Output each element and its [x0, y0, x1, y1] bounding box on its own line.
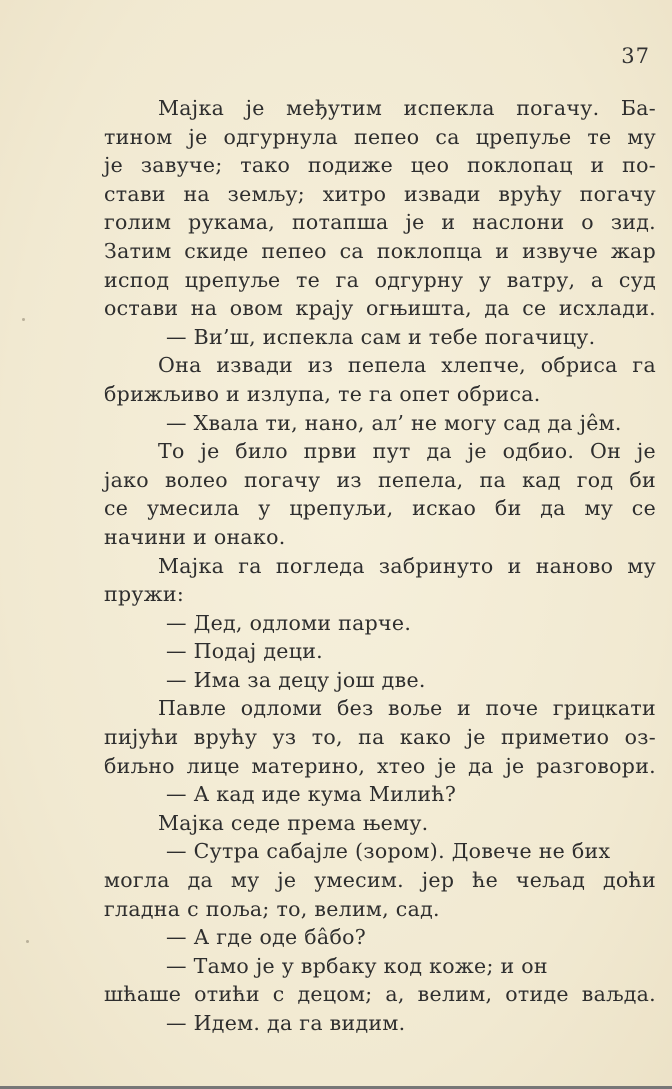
text-line: се умесила у црепуљи, искао би да му се [104, 496, 656, 521]
text-line: — Тамо је у врбаку код коже; и он [166, 953, 548, 978]
margin-speck [26, 940, 29, 943]
text-line: биљно лице материно, хтео је да је разговори. [104, 753, 656, 778]
margin-speck [22, 318, 25, 321]
text-line: То је било први пут да је одбио. Он је [158, 439, 656, 464]
text-line: јако волео погачу из пепела, па кад год би [104, 467, 656, 492]
text-line: гладна с поља; то, велим, сад. [104, 896, 440, 921]
text-line: — Дед, одломи парче. [166, 610, 412, 635]
text-line: — А кад иде кума Милић? [166, 782, 457, 807]
text-line: — Има за децу још две. [166, 667, 426, 692]
text-line: Мајка га погледа забринуто и наново му [158, 553, 656, 578]
body-text [104, 94, 656, 1038]
text-line: — Хвала ти, нано, ал’ не могу сад да јêм. [166, 410, 622, 435]
text-line: је завуче; тако подиже цео поклопац и по- [104, 153, 656, 178]
text-line: — Идем. да га видим. [166, 1011, 406, 1035]
text-line: тином је одгурнула пепео са црепуље те му [104, 124, 656, 149]
text-line: шћаше отићи с децом; а, велим, отиде ваљда. [104, 982, 656, 1007]
text-line: брижљиво и излупа, те га опет обриса. [104, 381, 541, 406]
text-line: Мајка је међутим испекла погачу. Ба- [158, 96, 656, 120]
text-line: — Ви’ш, испекла сам и тебе погачицу. [166, 324, 596, 349]
text-line: остави на овом крају огњишта, да се исхлади. [104, 296, 656, 321]
text-line: Мајка седе према њему. [158, 810, 429, 835]
text-line: стави на земљу; хитро извади врућу погачу [104, 181, 656, 206]
text-line: Затим скиде пепео са поклопца и извуче жар [104, 238, 656, 263]
text-line: — Подај деци. [166, 639, 323, 664]
text-line: пружи: [104, 582, 185, 607]
text-line: Она извади из пепела хлепче, обриса га [158, 353, 656, 378]
text-line: начини и онако. [104, 524, 286, 549]
text-line: голим рукама, потапша је и наслони о зид. [104, 210, 656, 235]
text-line: Павле одломи без воље и поче грицкати [158, 696, 656, 721]
text-line: пијући врућу уз то, па како је приметио оз- [104, 725, 656, 750]
text-line: могла да му је умесим. јер ће чељад доћи [104, 868, 656, 893]
page-number: 37 [621, 44, 650, 68]
text-line: испод црепуље те га одгурну у ватру, а суд [104, 267, 656, 292]
text-line: — Сутра сабајле (зором). Довече не бих [166, 839, 611, 864]
text-line: — А где оде бâбо? [166, 925, 367, 950]
